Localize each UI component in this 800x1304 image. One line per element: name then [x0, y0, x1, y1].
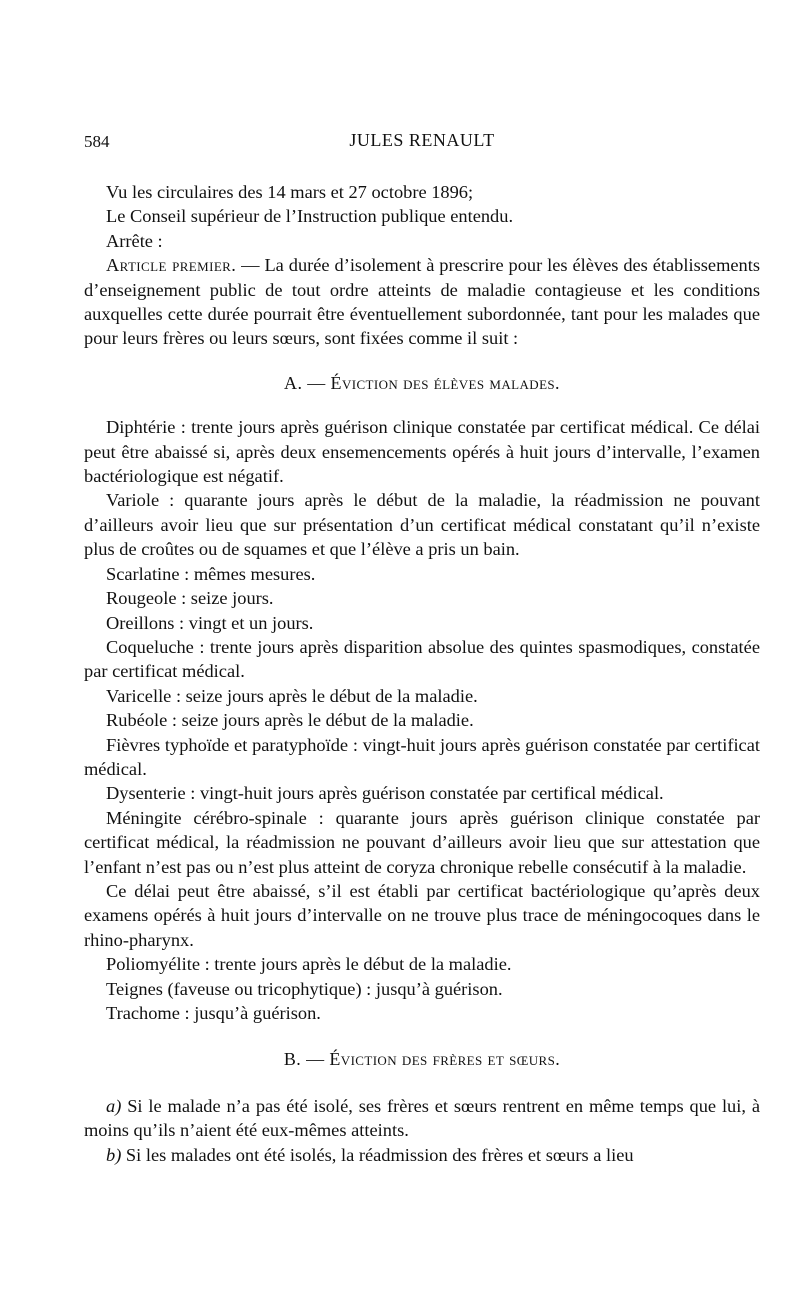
item-text: Si le malade n’a pas été isolé, ses frères et sœurs rentrent en même temps que lui, à moins qu’ils n’aient été eux-mêmes atteints.	[84, 1095, 760, 1141]
section-a-paragraph: Méningite cérébro-spinale : quarante jours après guérison clinique constatée par certificat médical, la réadmission ne pouvant d’ailleurs avoir lieu que sur attestation que l’enfant n’est pas ou n’est plus atteint de coryza chronique rebelle consécutif à la maladie.	[84, 807, 760, 877]
section-a-paragraph: Varicelle : seize jours après le début de la maladie.	[106, 685, 478, 706]
section-a-paragraph: Coqueluche : trente jours après disparition absolue des quintes spasmodiques, constatée par certificat médical.	[84, 636, 760, 682]
section-a-paragraph: Trachome : jusqu’à guérison.	[106, 1003, 321, 1023]
page-number: 584	[84, 132, 110, 151]
section-a-paragraph: Diphtérie : trente jours après guérison clinique constatée par certificat médical. Ce délai peut être abaissé si, après deux ensemencements opérés à huit jours d’intervalle, l’examen bactériologique est négatif.	[84, 417, 760, 487]
running-title: JULES RENAULT	[349, 130, 495, 150]
page-header	[84, 128, 760, 158]
section-b-heading: B. — Éviction des frères et sœurs.	[283, 1049, 561, 1070]
section-a-heading: A. — Éviction des élèves malades.	[284, 372, 560, 393]
preamble-conseil: Le Conseil supérieur de l’Instruction publique entendu.	[106, 206, 514, 227]
section-a-paragraph: Variole : quarante jours après le début de la maladie, la réadmission ne pouvant d’ailleurs avoir lieu que sur présentation d’un certificat médical constatant qu’il n’existe plus de croûtes ou de squames et que l’élève a pris un bain.	[84, 490, 760, 560]
section-a-paragraph: Ce délai peut être abaissé, s’il est établi par certificat bactériologique qu’après deux examens opérés à huit jours d’intervalle on ne trouve plus trace de méningocoques dans le rhino-pharynx.	[84, 880, 760, 950]
section-a-paragraph: Teignes (faveuse ou tricophytique) : jusqu’à guérison.	[106, 978, 503, 999]
section-a-paragraph: Fièvres typhoïde et paratyphoïde : vingt-huit jours après guérison constatée par certificat médical.	[84, 734, 760, 779]
article-premier	[84, 253, 760, 351]
preamble-arrete: Arrête :	[106, 230, 163, 251]
section-a-paragraph: Rougeole : seize jours.	[106, 588, 274, 609]
section-a-paragraph: Rubéole : seize jours après le début de la maladie.	[106, 710, 474, 731]
section-a-paragraph: Scarlatine : mêmes mesures.	[106, 563, 316, 584]
item-letter: b)	[106, 1144, 122, 1165]
preamble-circulaires: Vu les circulaires des 14 mars et 27 octobre 1896;	[106, 182, 474, 202]
item-text: Si les malades ont été isolés, la réadmission des frères et sœurs a lieu	[121, 1144, 634, 1165]
section-b-item	[84, 1143, 760, 1167]
item-letter: a)	[106, 1095, 122, 1116]
page-body	[84, 180, 760, 1167]
section-a-list	[84, 415, 760, 1025]
section-a-paragraph: Oreillons : vingt et un jours.	[106, 612, 314, 633]
section-b-item	[84, 1094, 760, 1143]
section-a-paragraph: Poliomyélite : trente jours après le début de la maladie.	[106, 954, 512, 975]
section-a-paragraph: Dysenterie : vingt-huit jours après guérison constatée par certifical médical.	[106, 783, 664, 804]
section-b-list	[84, 1094, 760, 1167]
article-label: Article premier.	[106, 255, 237, 276]
book-page	[84, 128, 760, 1167]
article-text: — La durée d’isolement à prescrire pour les élèves des établissements d’enseignement public de tout ordre atteints de maladie contagieuse et les conditions auxquelles cette durée pourrait être éventuellement subordonnée, tant pour les malades que pour leurs frères ou leurs sœurs, sont fixées comme il suit :	[84, 255, 761, 349]
